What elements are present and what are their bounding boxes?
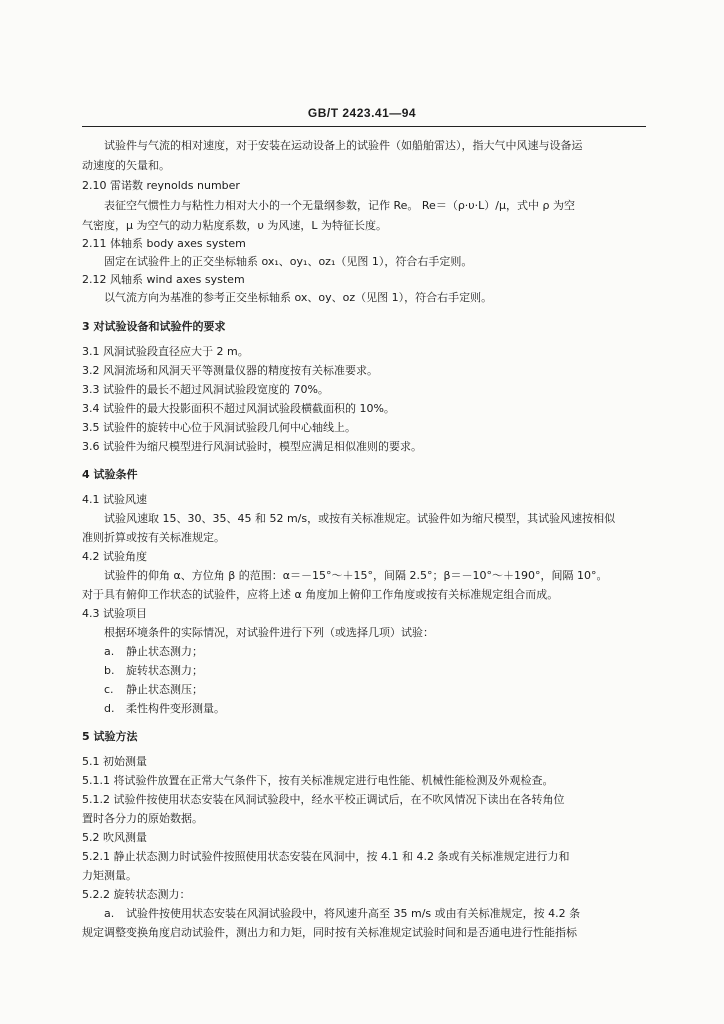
text-line: 固定在试验件上的正交坐标轴系 ox₁、oy₁、oz₁（见图 1），符合右手定则。 — [104, 255, 473, 268]
text-line: 动速度的矢量和。 — [82, 159, 170, 172]
section-heading: 5 试验方法 — [82, 730, 138, 743]
list-item — [104, 645, 648, 660]
clause-line: 3.5 试验件的旋转中心位于风洞试验段几何中心轴线上。 — [82, 421, 356, 434]
text-line: 对于具有俯仰工作状态的试验件，应将上述 α 角度加上俯仰工作角度或按有关标准规定组合而成。 — [82, 588, 559, 601]
list-item — [104, 907, 648, 922]
text-line: 规定调整变换角度启动试验件，测出力和力矩，同时按有关标准规定试验时间和是否通电进行性能指标 — [82, 926, 577, 939]
clause-heading: 4.3 试验项目 — [82, 607, 147, 620]
list-marker: a. — [104, 907, 115, 920]
list-marker: a. — [104, 645, 115, 658]
list-marker: b. — [104, 664, 115, 677]
list-item — [104, 683, 648, 698]
clause-heading: 4.2 试验角度 — [82, 550, 147, 563]
text-line: 试验件与气流的相对速度，对于安装在运动设备上的试验件（如船舶雷达），指大气中风速与设备运 — [104, 139, 583, 152]
list-item-text: 试验件按使用状态安装在风洞试验段中，将风速升高至 35 m/s 或由有关标准规定，按 4.2 条 — [126, 907, 581, 920]
clause-heading: 5.2.2 旋转状态测力： — [82, 888, 191, 901]
standard-number-header: GB/T 2423.41—94 — [307, 106, 417, 120]
clause-line: 3.4 试验件的最大投影面积不超过风洞试验段横截面积的 10%。 — [82, 402, 395, 415]
clause-heading: 5.2 吹风测量 — [82, 831, 147, 844]
clause-line: 3.2 风洞流场和风洞天平等测量仪器的精度按有关标准要求。 — [82, 364, 378, 377]
list-item-text: 旋转状态测力； — [126, 664, 203, 677]
list-marker: d. — [104, 702, 115, 715]
text-line: 试验件的仰角 α、方位角 β 的范围：α＝－15°～＋15°，间隔 2.5°；β＝－10°～＋190°，间隔 10°。 — [104, 569, 608, 582]
term-heading: 2.10 雷诺数 reynolds number — [82, 179, 240, 192]
section-heading: 4 试验条件 — [82, 468, 138, 481]
section-heading: 3 对试验设备和试验件的要求 — [82, 320, 226, 333]
text-line: 力矩测量。 — [82, 869, 137, 882]
clause-line: 5.1.1 将试验件放置在正常大气条件下，按有关标准规定进行电性能、机械性能检测及外观检查。 — [82, 774, 554, 787]
term-heading: 2.12 风轴系 wind axes system — [82, 273, 245, 286]
term-heading: 2.11 体轴系 body axes system — [82, 237, 246, 250]
list-marker: c. — [104, 683, 114, 696]
text-line: 置时各分力的原始数据。 — [82, 812, 203, 825]
clause-line: 5.2.1 静止状态测力时试验件按照使用状态安装在风洞中，按 4.1 和 4.2 条或有关标准规定进行力和 — [82, 850, 570, 863]
text-line: 根据环境条件的实际情况，对试验件进行下列（或选择几项）试验： — [104, 626, 434, 639]
clause-heading: 5.1 初始测量 — [82, 755, 147, 768]
clause-line: 3.1 风洞试验段直径应大于 2 m。 — [82, 345, 249, 358]
list-item-text: 静止状态测力； — [126, 645, 203, 658]
text-line: 表征空气惯性力与粘性力相对大小的一个无量纲参数，记作 Re。 Re＝（ρ·υ·L）/μ，式中 ρ 为空 — [104, 199, 575, 212]
list-item-text: 柔性构件变形测量。 — [126, 702, 225, 715]
text-line: 以气流方向为基准的参考正交坐标轴系 ox、oy、oz（见图 1），符合右手定则。 — [104, 291, 493, 304]
text-line: 试验风速取 15、30、35、45 和 52 m/s，或按有关标准规定。试验件如为缩尺模型，其试验风速按相似 — [104, 512, 616, 525]
clause-line: 3.6 试验件为缩尺模型进行风洞试验时，模型应满足相似准则的要求。 — [82, 440, 422, 453]
list-item-text: 静止状态测压； — [126, 683, 203, 696]
text-line: 气密度，μ 为空气的动力粘度系数，υ 为风速，L 为特征长度。 — [82, 219, 387, 232]
text-line: 准则折算或按有关标准规定。 — [82, 531, 225, 544]
list-item — [104, 702, 648, 717]
clause-heading: 4.1 试验风速 — [82, 493, 147, 506]
clause-line: 3.3 试验件的最长不超过风洞试验段宽度的 70%。 — [82, 383, 329, 396]
clause-line: 5.1.2 试验件按使用状态安装在风洞试验段中，经水平校正调试后，在不吹风情况下读出在各转角位 — [82, 793, 565, 806]
header-rule — [82, 126, 646, 127]
list-item — [104, 664, 648, 679]
